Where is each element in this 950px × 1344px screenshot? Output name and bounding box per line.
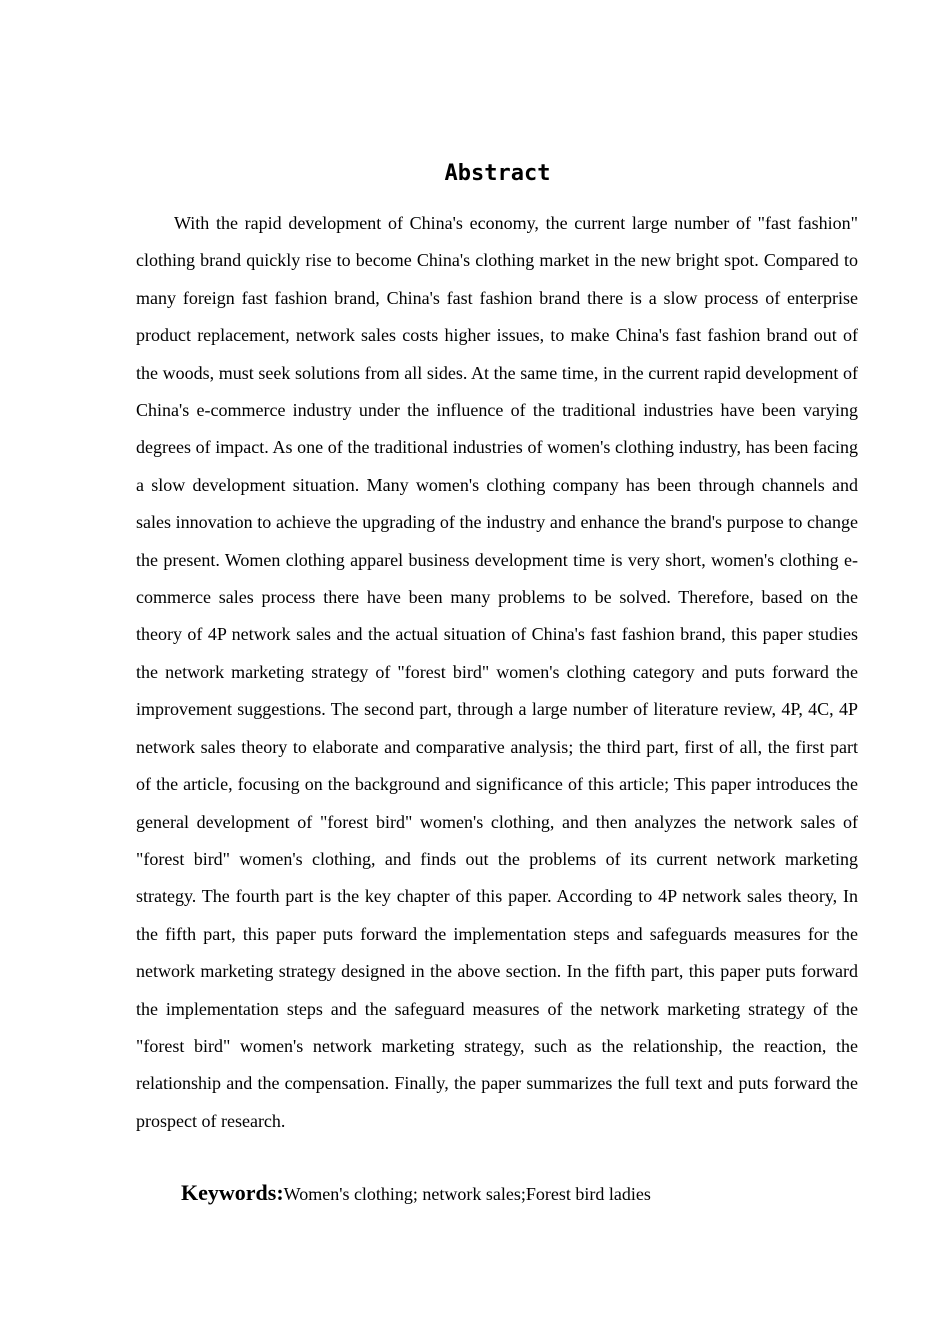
keywords-line	[181, 1177, 861, 1210]
keywords-label: Keywords:	[181, 1180, 284, 1205]
abstract-body: With the rapid development of China's economy, the current large number of "fast fashion" clothing brand quickly rise to become China's clothing market in the new bright spot. Compared to many foreign fast fashion brand, China's fast fashion brand there is a slow process of enterprise product replacement, network sales costs higher issues, to make China's fast fashion brand out of the woods, must seek solutions from all sides. At the same time, in the current rapid development of China's e-commerce industry under the influence of the traditional industries have been varying degrees of impact. As one of the traditional industries of women's clothing industry, has been facing a slow development situation. Many women's clothing company has been through channels and sales innovation to achieve the upgrading of the industry and enhance the brand's purpose to change the present. Women clothing apparel business development time is very short, women's clothing e-commerce sales process there have been many problems to be solved. Therefore, based on the theory of 4P network sales and the actual situation of China's fast fashion brand, this paper studies the network marketing strategy of "forest bird" women's clothing category and puts forward the improvement suggestions. The second part, through a large number of literature review, 4P, 4C, 4P network sales theory to elaborate and comparative analysis; the third part, first of all, the first part of the article, focusing on the background and significance of this article; This paper introduces the general development of "forest bird" women's clothing, and then analyzes the network sales of "forest bird" women's clothing, and finds out the problems of its current network marketing strategy. The fourth part is the key chapter of this paper. According to 4P network sales theory, In the fifth part, this paper puts forward the implementation steps and safeguards measures for the network marketing strategy designed in the above section. In the fifth part, this paper puts forward the implementation steps and the safeguard measures of the network marketing strategy of the "forest bird" women's network marketing strategy, such as the relationship, the reaction, the relationship and the compensation. Finally, the paper summarizes the full text and puts forward the prospect of research.	[136, 213, 858, 1131]
abstract-title: Abstract	[444, 161, 551, 186]
keywords-values: Women's clothing; network sales;Forest bird ladies	[283, 1184, 651, 1204]
